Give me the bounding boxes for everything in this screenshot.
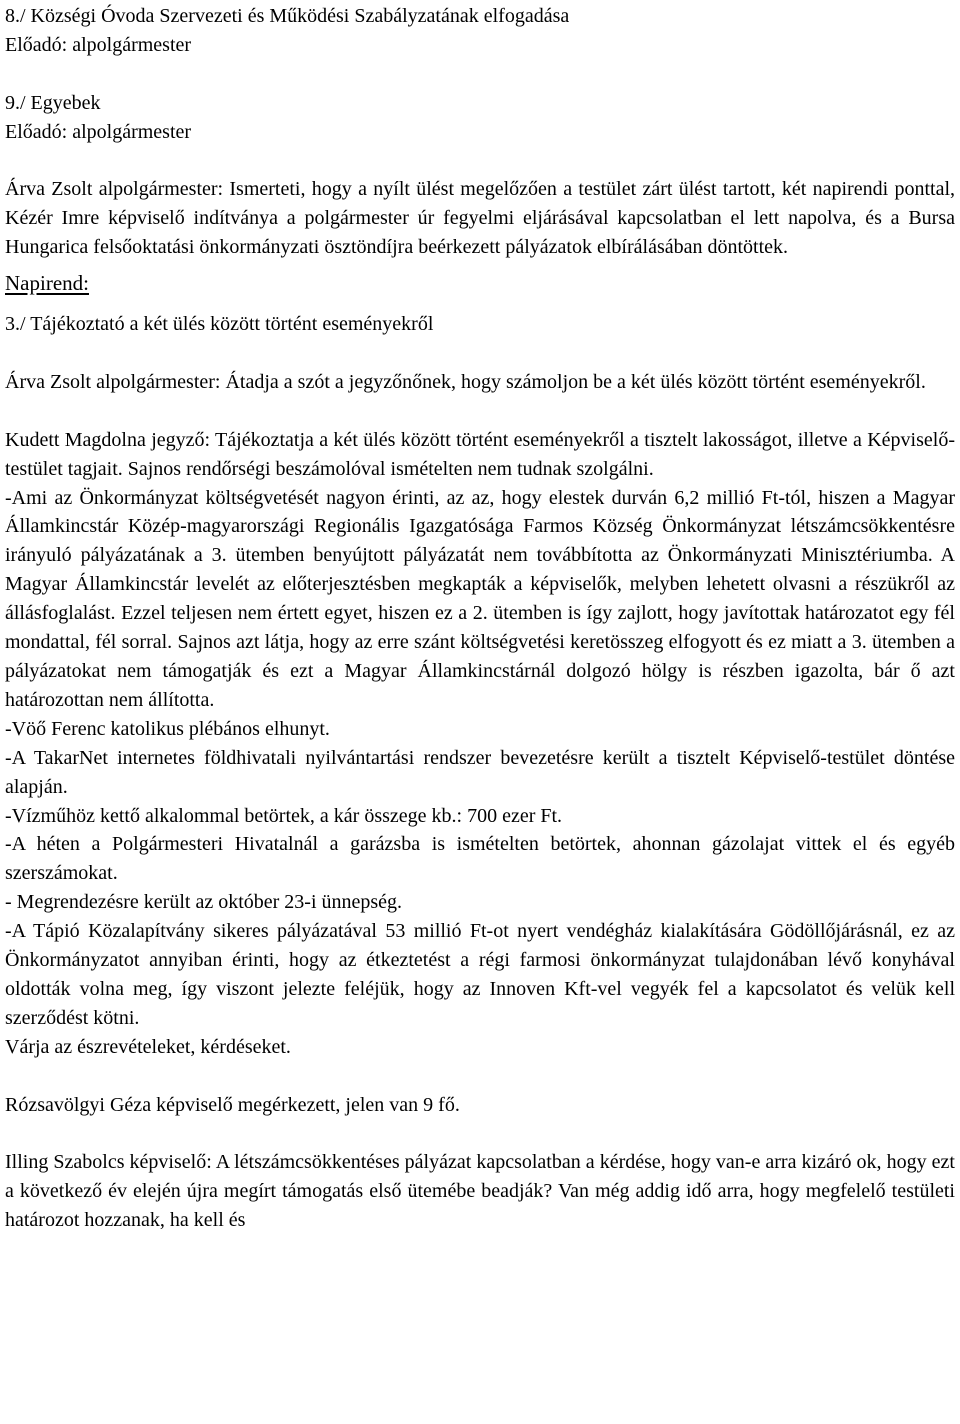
- agenda-item-9-title: 9./ Egyebek: [5, 91, 101, 114]
- section-heading: Napirend:: [5, 271, 89, 296]
- agenda-item-9-presenter: Előadó: alpolgármester: [5, 120, 192, 143]
- report-item: -A TakarNet internetes földhivatali nyilvántartási rendszer bevezetésre került a tisztelt Képviselő-testület döntése alapján.: [5, 746, 955, 798]
- report-item: -Vöő Ferenc katolikus plébános elhunyt.: [5, 717, 330, 740]
- report-intro: Kudett Magdolna jegyző: Tájékoztatja a két ülés között történt eseményekről a tisztelt lakosságot, illetve a Képviselő-testület tagjait. Sajnos rendőrségi beszámolóval ismételten nem tudnak szolgálni.: [5, 428, 955, 480]
- agenda-item-8-presenter: Előadó: alpolgármester: [5, 33, 192, 56]
- item3-paragraph: Árva Zsolt alpolgármester: Átadja a szót a jegyzőnőnek, hogy számoljon be a két ülés között történt eseményekről.: [5, 370, 926, 393]
- report-item: - Megrendezésre került az október 23-i ünnepség.: [5, 891, 403, 914]
- report-item: -A héten a Polgármesteri Hivatalnál a garázsba is ismételten betörtek, ahonnan gázolajat vittek el és egyéb szerszámokat.: [5, 833, 955, 885]
- item3-title: 3./ Tájékoztató a két ülés között történt eseményekről: [5, 313, 434, 336]
- report-closing: Várja az észrevételeket, kérdéseket.: [5, 1035, 291, 1058]
- arrival-note: Rózsavölgyi Géza képviselő megérkezett, jelen van 9 fő.: [5, 1093, 460, 1116]
- intro-paragraph: Árva Zsolt alpolgármester: Ismerteti, hogy a nyílt ülést megelőzően a testület zárt ülést tartott, két napirendi ponttal, Kézér Imre képviselő indítványa a polgármester úr fegyelmi eljárásával kapcsolatban el lett napolva, és a Bursa Hungarica felsőoktatási önkormányzati ösztöndíjra beérkezett pályázatok elbírálásában döntöttek.: [5, 178, 955, 259]
- agenda-item-8-title: 8./ Községi Óvoda Szervezeti és Működési Szabályzatának elfogadása: [5, 5, 570, 27]
- report-item: -Ami az Önkormányzat költségvetését nagyon érinti, az az, hogy elestek durván 6,2 millió Ft-tól, hiszen a Magyar Államkincstár Közép-magyarországi Regionális Igazgatósága Farmos Község Önkormányzat létszámcsökkentésre irányuló pályázatának a 3. ütemben benyújtott pályázatát nem továbbította az Önkormányzati Minisztériumba. A Magyar Államkincstár levelét az előterjesztésben megkapták a képviselők, melyben lehetett olvasni a részükről az állásfoglalást. Ezzel teljesen nem értett egyet, hiszen ez a 2. ütemben is így zajlott, hogy javítottak határozatot egy fél mondattal, fél sorral. Sajnos azt látja, hogy az erre szánt költségvetési keretösszeg elfogyott és ez miatt a 3. ütemben a pályázatokat nem támogatják és ezt a Magyar Államkincstárnál dolgozó hölgy is részben igazolta, bár ő azt határozottan nem állította.: [5, 486, 955, 711]
- report-item: -Vízműhöz kettő alkalommal betörtek, a kár összege kb.: 700 ezer Ft.: [5, 804, 563, 827]
- question-paragraph: Illing Szabolcs képviselő: A létszámcsökkentéses pályázat kapcsolatban a kérdése, hogy van-e arra kizáró ok, hogy ezt a következő év elején újra megírt támogatás első ütemébe beadják? Van még addig idő arra, hogy megfelelő testületi határozot hozzanak, ha kell és: [5, 1151, 955, 1232]
- report-item: -A Tápió Közalapítvány sikeres pályázatával 53 millió Ft-ot nyert vendégház kialakítására Gödöllőjárásnál, ez az Önkormányzatot annyiban érinti, hogy az étkeztetést a régi farmosi önkormányzat tulajdonában lévő konyhával oldották volna meg, így viszont jelezte feléjük, hogy az Innoven Kft-vel vegyék fel a kapcsolatot és velük kell szerződést kötni.: [5, 920, 955, 1029]
